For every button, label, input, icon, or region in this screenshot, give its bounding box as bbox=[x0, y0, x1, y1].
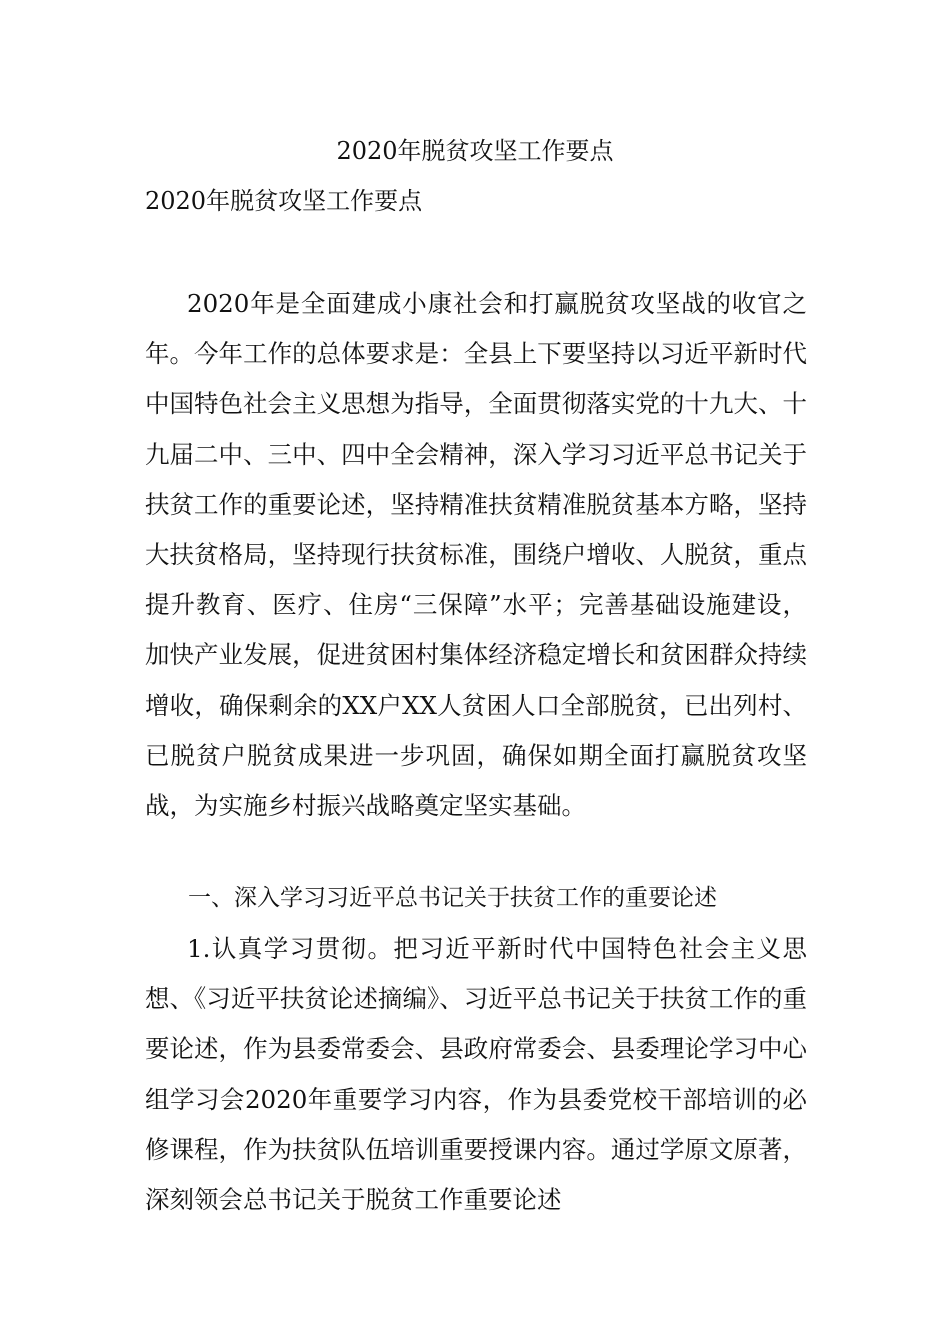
document-title: 2020年脱贫攻坚工作要点 bbox=[336, 137, 614, 165]
section-1-paragraph-1: 1.认真学习贯彻。把习近平新时代中国特色社会主义思想、《习近平扶贫论述摘编》、习近平总书记关于扶贫工作的重要论述，作为县委常委会、县政府常委会、县委理论学习中心组学习会2020年重要学习内容，作为县委党校干部培训的必修课程，作为扶贫队伍培训重要授课内容。通过学原文原著，深刻领会总书记关于脱贫工作重要论述 bbox=[145, 934, 807, 1215]
section-heading-1: 一、深入学习习近平总书记关于扶贫工作的重要论述 bbox=[188, 885, 717, 911]
document-subtitle: 2020年脱贫攻坚工作要点 bbox=[145, 187, 423, 215]
intro-paragraph: 2020年是全面建成小康社会和打赢脱贫攻坚战的收官之年。今年工作的总体要求是：全县上下要坚持以习近平新时代中国特色社会主义思想为指导，全面贯彻落实党的十九大、十九届二中、三中、四中全会精神，深入学习习近平总书记关于扶贫工作的重要论述，坚持精准扶贫精准脱贫基本方略，坚持大扶贫格局，坚持现行扶贫标准，围绕户增收、人脱贫，重点提升教育、医疗、住房“三保障”水平；完善基础设施建设，加快产业发展，促进贫困村集体经济稳定增长和贫困群众持续增收，确保剩余的XX户XX人贫困人口全部脱贫，已出列村、已脱贫户脱贫成果进一步巩固，确保如期全面打赢脱贫攻坚战，为实施乡村振兴战略奠定坚实基础。 bbox=[145, 289, 807, 821]
